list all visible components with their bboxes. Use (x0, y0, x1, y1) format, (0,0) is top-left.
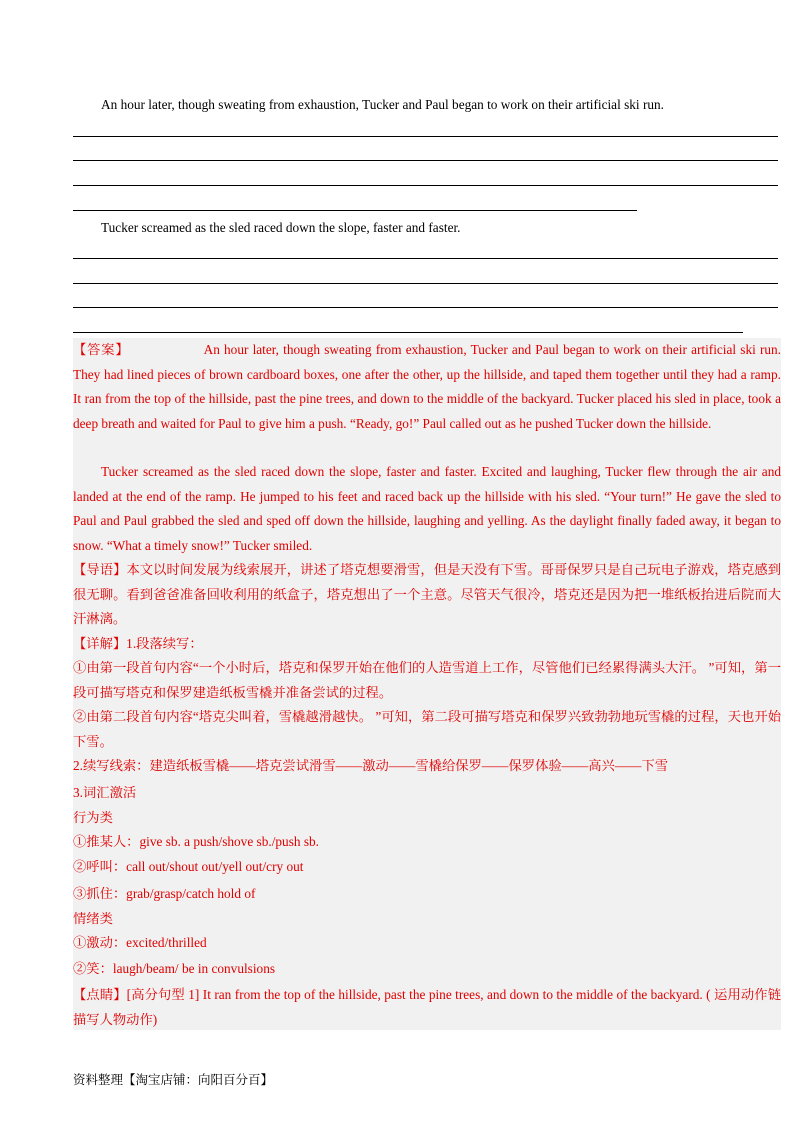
prompt-paragraph-1: An hour later, though sweating from exhaustion, Tucker and Paul began to work on their artificial ski run. (101, 97, 664, 112)
vocab-heading: 3.词汇激活 (73, 785, 137, 800)
vocab-item: ③抓住：grab/grasp/catch hold of (73, 886, 256, 901)
vocab-category-action: 行为类 (73, 810, 113, 825)
writing-line (73, 136, 778, 137)
writing-line (73, 283, 778, 284)
writing-line (73, 332, 743, 333)
writing-line (73, 307, 778, 308)
vocab-item: ①激动：excited/thrilled (73, 935, 207, 950)
vocab-item: ①推某人：give sb. a push/shove sb./push sb. (73, 834, 319, 849)
answer-paragraph-2: Tucker screamed as the sled raced down the slope, faster and faster. Excited and laughing, Tucker flew through the air and landed at the end of the ramp. He jumped to his feet and raced back up the hillside with his sled. “Your turn!” He gave the sled to Paul and Paul grabbed the sled and sped off down the hillside, laughing and yelling. As the daylight finally faded away, it began to snow. “What a timely snow!” Tucker smiled. (73, 464, 781, 553)
detail-heading: 【详解】1.段落续写： (73, 636, 203, 651)
writing-clues: 2.续写线索：建造纸板雪橇——塔克尝试滑雪——激动——雪橇给保罗——保罗体验——高兴——下雪 (73, 758, 669, 773)
writing-line (73, 210, 637, 211)
vocab-item: ②笑：laugh/beam/ be in convulsions (73, 961, 276, 976)
detail-item-2: ②由第二段首句内容“塔克尖叫着，雪橇越滑越快。 ”可知，第二段可描写塔克和保罗兴致勃勃地玩雪橇的过程，天也开始下雪。 (73, 709, 781, 749)
answer-label: 【答案】 (73, 342, 130, 357)
page-footer: 资料整理【淘宝店铺：向阳百分百】 (73, 1072, 274, 1087)
writing-line (73, 258, 778, 259)
prompt-paragraph-2: Tucker screamed as the sled raced down the slope, faster and faster. (101, 220, 461, 235)
detail-item-1: ①由第一段首句内容“一个小时后，塔克和保罗开始在他们的人造雪道上工作，尽管他们已经累得满头大汗。 ”可知，第一段可描写塔克和保罗建造纸板雪橇并准备尝试的过程。 (73, 660, 781, 700)
answer-paragraph-1-text: An hour later, though sweating from exhaustion, Tucker and Paul began to work on their artificial ski run. They had lined pieces of brown cardboard boxes, one after the other, up the hillside, and taped them together until they had a ramp. It ran from the top of the hillside, past the pine trees, and down to the middle of the backyard. Tucker placed his sled in place, took a deep breath and waited for Paul to give him a push. “Ready, go!” Paul called out as he pushed Tucker down the hillside. (73, 342, 782, 431)
highlight-section: 【点睛】[高分句型 1] It ran from the top of the hillside, past the pine trees, and down to the middle of the backyard. ( 运用动作链描写人物动作) (73, 987, 781, 1027)
guide-section: 【导语】本文以时间发展为线索展开，讲述了塔克想要滑雪，但是天没有下雪。哥哥保罗只是自己玩电子游戏，塔克感到很无聊。看到爸爸准备回收利用的纸盒子，塔克想出了一个主意。尽管天气很冷，塔克还是因为把一堆纸板抬进后院而大汗淋漓。 (73, 562, 781, 626)
writing-line (73, 160, 778, 161)
vocab-category-emotion: 情绪类 (73, 911, 113, 926)
vocab-item: ②呼叫：call out/shout out/yell out/cry out (73, 859, 304, 874)
writing-line (73, 185, 778, 186)
answer-paragraph-1 (73, 338, 781, 436)
